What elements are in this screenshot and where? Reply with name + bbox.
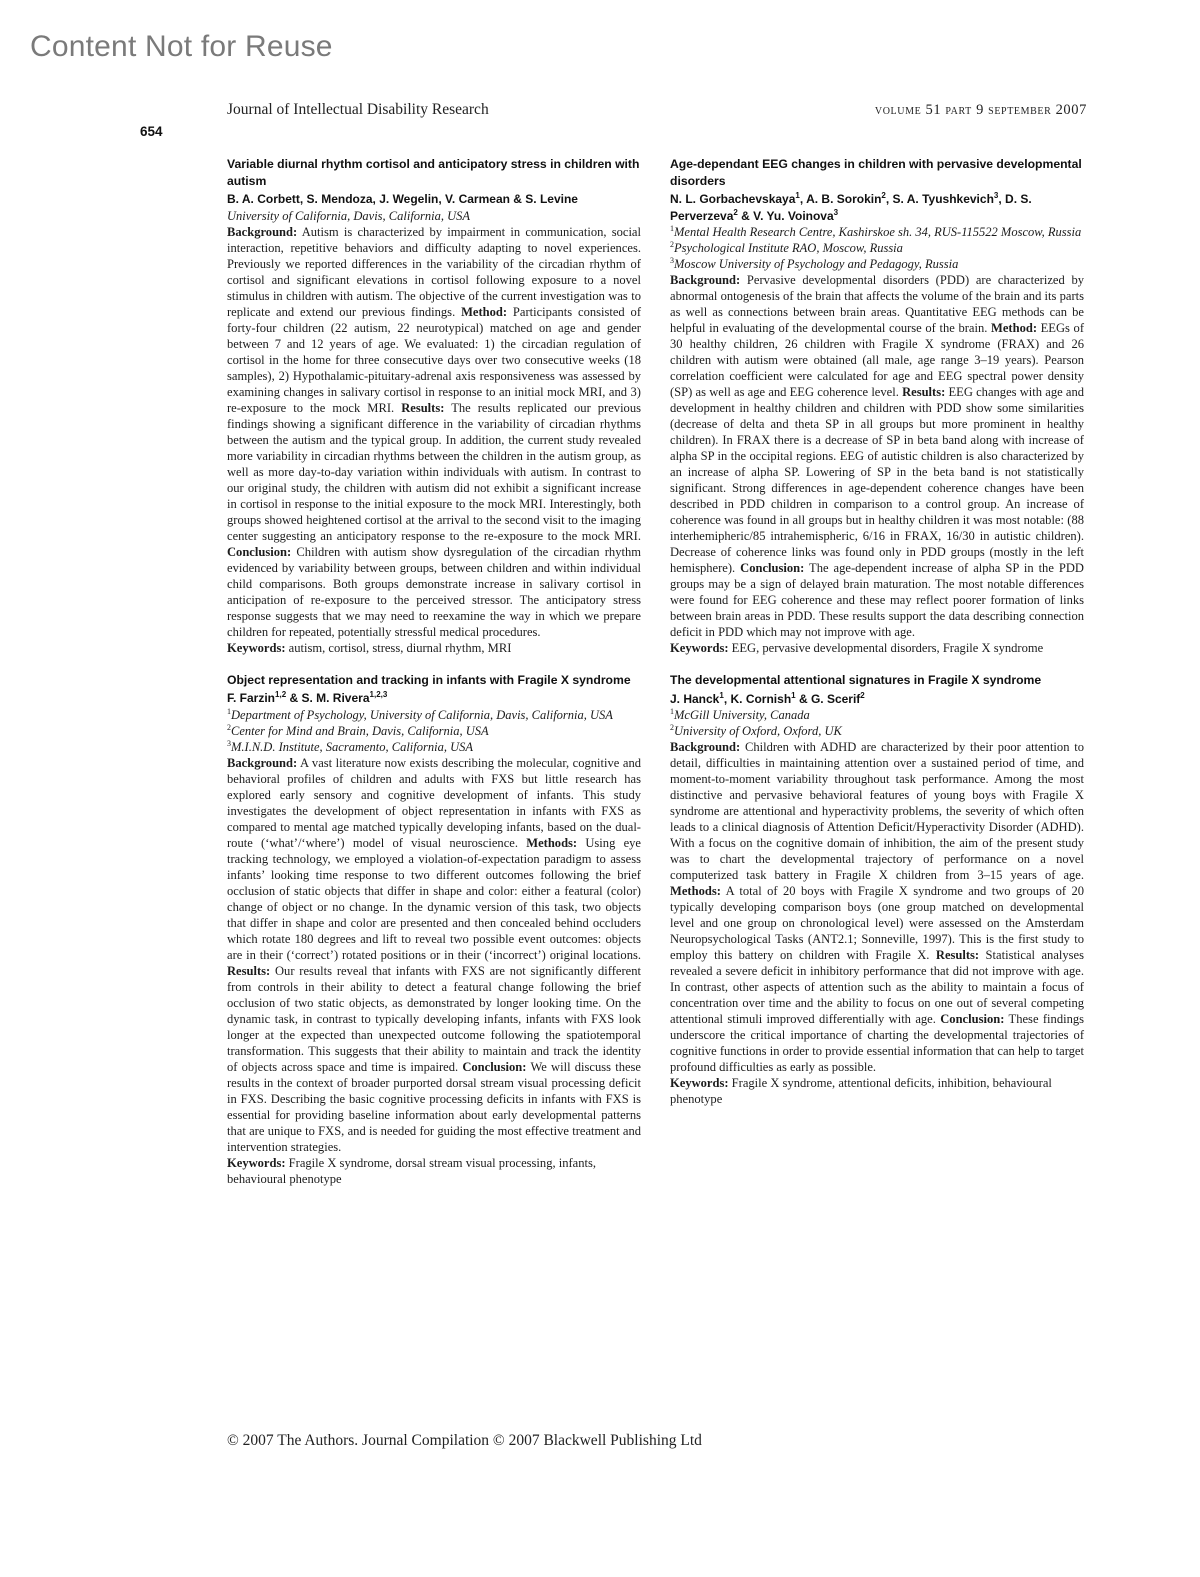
abstract [227,672,641,1187]
section-text: Pervasive developmental disorders (PDD) are characterized by abnormal ontogenesis of the brain that affects the volume of the brain and its parts as well as connections between brain areas. Quantitative EEG methods can be helpful in evaluating of the developmental course of the brain. [670,273,1084,335]
section-text: Our results reveal that infants with FXS are not significantly different from controls in their ability to detect a featural change following the brief occlusion of two static objects, as demonstrated by longer looking time. On the dynamic task, in contrast to typically developing infants, infants with FXS look longer at the expected than unexpected outcome following the spatiotemporal transformation. This suggests that their ability to maintain and track the identity of objects across space and time is impaired. [227,963,641,1074]
abstract-body [670,739,1084,1075]
abstract-affiliation: $^2$University of Oxford, Oxford, UK [670,722,842,738]
abstract-affiliation: University of California, Davis, California, USA [227,208,471,223]
page-number: 654 [140,124,163,139]
section-text: These findings underscore the critical importance of charting the developmental trajectories of cognitive functions in order to provide essential information that can help to target profound difficulties as early as possible. [670,1012,1085,1074]
abstract [670,672,1084,1107]
abstract-affiliation: $^3$M.I.N.D. Institute, Sacramento, California, USA [227,738,473,754]
abstract-keywords [670,640,1084,656]
abstract-affiliation: $^2$Psychological Institute RAO, Moscow, Russia [670,239,903,255]
section-label: Conclusion: [940,1012,1005,1026]
keywords-text: autism, cortisol, stress, diurnal rhythm, MRI [285,640,512,655]
abstract-authors: N. L. Gorbachevskaya$^1$, A. B. Sorokin$^2$, S. A. Tyushkevich$^3$, D. S. Perverzeva$^2$ & V. Yu. Voinova$^3$ [670,191,1032,223]
section-label: Method: [991,321,1037,335]
abstract-keywords [227,1155,641,1187]
journal-title: Journal of Intellectual Disability Research [227,101,489,118]
section-label: Results: [401,400,445,415]
section-label: Results: [902,385,946,399]
abstract-authors: B. A. Corbett, S. Mendoza, J. Wegelin, V. Carmean & S. Levine [227,192,578,206]
abstract-keywords [227,640,641,656]
abstract-affiliation: $^1$Mental Health Research Centre, Kashirskoe sh. 34, RUS-115522 Moscow, Russia [670,223,1082,239]
abstract [670,156,1084,656]
keywords-text: Fragile X syndrome, attentional deficits, inhibition, behavioural phenotype [670,1076,1052,1106]
left-column [227,156,641,1203]
section-text: Autism is characterized by impairment in communication, social interaction, repetitive behaviors and difficulty adapting to novel experiences. Previously we reported differences in the variability of the circadian rhythm of cortisol and significant elevations in cortisol following exposure to a novel stimulus in children with autism. The objective of the current investigation was to replicate and extend our previous findings. [227,224,641,319]
abstract-title: Age-dependant EEG changes in children with pervasive developmental disorders [670,157,1082,188]
section-label: Results: [935,948,980,962]
keywords-label: Keywords: [670,1076,729,1090]
right-column [670,156,1084,1123]
section-label: Conclusion: [462,1059,527,1074]
section-text: A total of 20 boys with Fragile X syndrome and two groups of 20 typically developing comparison boys (one group matched on developmental level and one group on chronological level) were assessed on the Amsterdam Neuropsychological Tasks (ANT2.1; Sonneville, 1997). This is the first study to employ this battery on children with Fragile X. [670,884,1084,962]
section-text: We will discuss these results in the context of broader purported dorsal stream visual processing deficit in FXS. Describing the basic cognitive processing deficits in infants with FXS is essential for providing baseline information about early developmental patterns that are unique to FXS, and is needed for guiding the most effective treatment and intervention strategies. [227,1059,641,1154]
abstract [227,156,641,656]
section-label: Conclusion: [227,544,292,559]
abstract-title: Variable diurnal rhythm cortisol and anticipatory stress in children with autism [227,157,640,188]
section-text: The age-dependent increase of alpha SP in the PDD groups may be a sign of delayed brain maturation. The most notable differences were found for EEG coherence and these may reflect poorer formation of links between brain areas in PDD. These results support the data describing connection deficit in PDD which may not improve with age. [670,561,1084,639]
abstract-authors: F. Farzin$^{1,2}$ & S. M. Rivera$^{1,2,3}$ [227,690,388,705]
copyright-footer: © 2007 The Authors. Journal Compilation © 2007 Blackwell Publishing Ltd [227,1432,702,1449]
abstract-authors: J. Hanck$^1$, K. Cornish$^1$ & G. Scerif$^2$ [670,690,865,706]
abstract-affiliation: $^1$Department of Psychology, University of California, Davis, California, USA [227,706,613,722]
running-head [227,101,1087,119]
keywords-label: Keywords: [227,1155,286,1170]
keywords-label: Keywords: [670,641,729,655]
section-text: Statistical analyses revealed a severe deficit in inhibitory performance that did not improve with age. In contrast, other aspects of attention such as the ability to maintain a focus of concentration over time and the ability to focus on one out of several competing attentional stimuli improved differentially with age. [670,948,1084,1026]
section-label: Background: [670,740,741,754]
section-label: Method: [461,304,508,319]
section-text: EEGs of 30 healthy children, 26 children with Fragile X syndrome (FRAX) and 26 children with autism were obtained (all male, age range 3–19 years). Pearson correlation coefficient were calculated for age and EEG spectral power density (SP) as well as age and EEG coherence level. [670,321,1084,399]
section-label: Methods: [526,835,578,850]
abstract-affiliation: $^2$Center for Mind and Brain, Davis, California, USA [227,722,489,738]
volume-info: volume 51 part 9 september 2007 [874,102,1087,118]
section-text: Participants consisted of forty-four children (22 autism, 22 neurotypical) matched on age and gender between 7 and 12 years of age. We evaluated: 1) the circadian regulation of cortisol in the home for three consecutive days over two consecutive weeks (18 samples), 2) Hypothalamic-pituitary-adrenal axis responsiveness was assessed by examining changes in salivary cortisol in response to an initial mock MRI, and 3) re-exposure to the mock MRI. [227,304,642,415]
section-label: Background: [670,273,741,287]
abstract-body [227,755,641,1155]
section-label: Background: [227,755,298,770]
abstract-affiliation: $^1$McGill University, Canada [670,706,810,722]
abstract-body [227,224,641,640]
abstract-affiliation: $^3$Moscow University of Psychology and Pedagogy, Russia [670,255,959,271]
section-label: Results: [227,963,271,978]
section-text: Using eye tracking technology, we employed a violation-of-expectation paradigm to assess infants’ looking time response to two different outcomes following the brief occlusion of static objects that differ in shape and color: either a featural (color) change of object or no change. In the dynamic version of this task, two objects that differ in shape and color are presented and then concealed behind occluders which rotate 180 degrees and lift to reveal two possible event outcomes: objects are in their (‘correct’) rotated positions or in their (‘incorrect’) original locations. [227,835,641,962]
section-text: Children with autism show dysregulation of the circadian rhythm evidenced by variability between groups, between children and within individual child comparisons. Both groups demonstrate increase in salivary cortisol in anticipation of re-exposure to the perceived stressor. The anticipatory stress response suggests that we may need to reexamine the way in which we prepare children for repeated, potentially stressful medical procedures. [227,544,641,639]
abstract-title: The developmental attentional signatures in Fragile X syndrome [670,673,1042,687]
section-text: Children with ADHD are characterized by their poor attention to detail, difficulties in maintaining attention over a sustained period of time, and moment-to-moment variability throughout task performance. Among the most distinctive and pervasive behavioral features of young boys with Fragile X syndrome are attentional and hyperactivity problems, the severity of which often leads to a clinical diagnosis of Attention Deficit/Hyperactivity Disorder (ADHD). With a focus on the cognitive domain of inhibition, the aim of the present study was to chart the developmental trajectory of performance on a novel computerized task battery in Fragile X children from 3–15 years of age. [670,740,1084,882]
watermark: Content Not for Reuse [30,30,333,63]
keywords-label: Keywords: [227,640,286,655]
section-text: A vast literature now exists describing the molecular, cognitive and behavioral profiles of children and adults with FXS but little research has explored early sensory and cognitive development of infants. This study investigates the development of object representation in infants with FXS as compared to mental age matched typically developing infants, based on the dual-route (‘what’/‘where’) model of visual neuroscience. [227,755,641,850]
section-text: EEG changes with age and development in healthy children and children with PDD show some similarities (decrease of delta and theta SP in all groups but more prominent in healthy children). In FRAX there is a decrease of SP in beta band along with increase of alpha SP in the occipital regions. EEG of autistic children is also characterized by an increase of alpha SP. Lowering of SP in the beta band is not statistically significant. Strong differences in age-dependent coherence changes have been described in PDD children in comparison to a control group. An increase of coherence was found in all groups but in healthy children it was most notable: (88 interhemipheric/85 intrahemispheric, 6/16 in FRAX, 16/30 in autistic children). Decrease of coherence links was found only in PDD groups (mostly in the left hemisphere). [670,385,1084,575]
keywords-text: Fragile X syndrome, dorsal stream visual processing, infants, behavioural phenotype [227,1155,597,1186]
section-label: Methods: [670,884,721,898]
section-text: The results replicated our previous findings showing a significant difference in the variability of circadian rhythms between the autism and the typical group. In addition, the current study revealed more variability in circadian rhythms between the children in the autism group, as well as more day-to-day variation within individuals with autism. In contrast to our original study, the children with autism did not exhibit a significant increase in cortisol in response to the initial exposure to the mock MRI. Interestingly, both groups showed heightened cortisol at the arrival to the second visit to the imaging center suggesting an anticipatory response to the re-exposure to the mock MRI. [227,400,641,543]
section-label: Conclusion: [740,561,805,575]
section-label: Background: [227,224,298,239]
keywords-text: EEG, pervasive developmental disorders, Fragile X syndrome [728,641,1044,655]
abstract-keywords [670,1075,1084,1107]
abstract-title: Object representation and tracking in infants with Fragile X syndrome [227,672,631,687]
abstract-body [670,272,1084,640]
